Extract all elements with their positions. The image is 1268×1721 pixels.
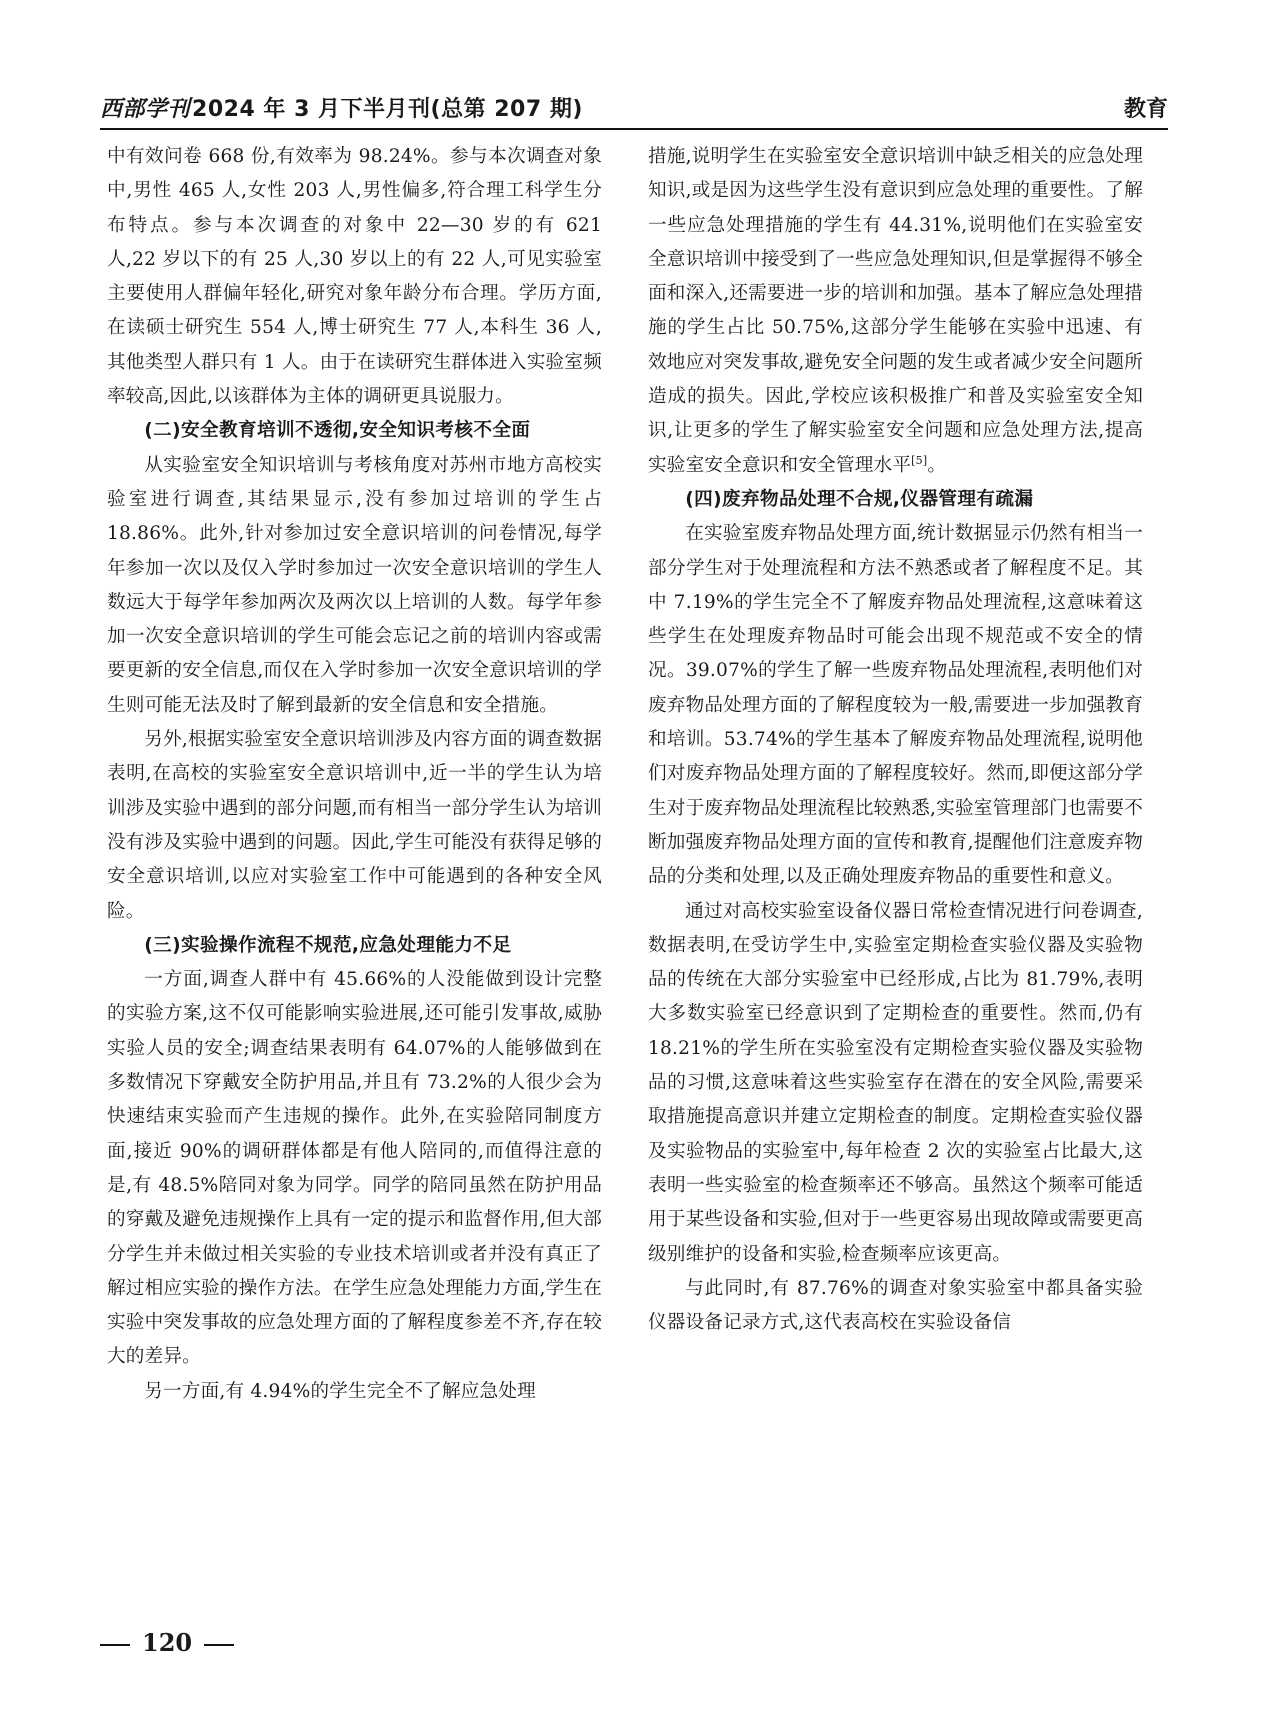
running-header [100, 88, 1168, 122]
section-label: 教育 [1123, 97, 1168, 122]
paragraph: 从实验室安全知识培训与考核角度对苏州市地方高校实验室进行调查,其结果显示,没有参加过培训的学生占 18.86%。此外,针对参加过安全意识培训的问卷情况,每学年参加一次以及仅入学时参加过一次安全意识培训的学生人数远大于每学年参加两次及两次以上培训的人数。每学年参加一次安全意识培训的学生可能会忘记之前的培训内容或需要更新的安全信息,而仅在入学时参加一次安全意识培训的学生则可能无法及时了解到最新的安全信息和安全措施。 [107, 454, 602, 716]
page-footer [100, 1628, 246, 1664]
page-number: 120 [142, 1628, 193, 1657]
section-heading: (四)废弃物品处理不合规,仪器管理有疏漏 [685, 488, 1034, 510]
footer-dash-left [100, 1644, 130, 1646]
section-heading: (二)安全教育培训不透彻,安全知识考核不全面 [144, 420, 531, 442]
journal-logo: 西部学刊 [100, 96, 191, 122]
footer-dash-right [204, 1644, 234, 1646]
paragraph: 与此同时,有 87.76%的调查对象实验室中都具备实验仪器设备记录方式,这代表高校在实验设备信 [648, 1277, 1143, 1334]
paragraph [648, 140, 1143, 483]
header-divider [100, 128, 1168, 130]
paragraph: 另外,根据实验室安全意识培训涉及内容方面的调查数据表明,在高校的实验室安全意识培训中,近一半的学生认为培训涉及实验中遇到的部分问题,而有相当一部分学生认为培训没有涉及实验中遇到的问题。因此,学生可能没有获得足够的安全意识培训,以应对实验室工作中可能遇到的各种安全风险。 [107, 729, 602, 922]
left-column [107, 140, 602, 1409]
right-column [648, 140, 1143, 1340]
header-issue-info [100, 92, 583, 123]
paragraph: 另一方面,有 4.94%的学生完全不了解应急处理 [144, 1380, 536, 1402]
paragraph-end: 。 [927, 454, 947, 476]
issue-label: 2024 年 3 月下半月刊(总第 207 期) [192, 97, 583, 122]
paragraph-text: 措施,说明学生在实验室安全意识培训中缺乏相关的应急处理知识,或是因为这些学生没有意识到应急处理的重要性。了解一些应急处理措施的学生有 44.31%,说明他们在实验室安全意识培训中接受到了一些应急处理知识,但是掌握得不够全面和深入,还需要进一步的培训和加强。基本了解应急处理措施的学生占比 50.75%,这部分学生能够在实验中迅速、有效地应对突发事故,避免安全问题的发生或者减少安全问题所造成的损失。因此,学校应该积极推广和普及实验室安全知识,让更多的学生了解实验室安全问题和应急处理方法,提高实验室安全意识和安全管理水平 [648, 146, 1143, 476]
paragraph: 中有效问卷 668 份,有效率为 98.24%。参与本次调查对象中,男性 465 人,女性 203 人,男性偏多,符合理工科学生分布特点。参与本次调查的对象中 22—30 岁的有 621 人,22 岁以下的有 25 人,30 岁以上的有 22 人,可见实验室主要使用人群偏年轻化,研究对象年龄分布合理。学历方面,在读硕士研究生 554 人,博士研究生 77 人,本科生 36 人,其他类型人群只有 1 人。由于在读研究生群体进入实验室频率较高,因此,以该群体为主体的调研更具说服力。 [107, 146, 602, 408]
paragraph: 在实验室废弃物品处理方面,统计数据显示仍然有相当一部分学生对于处理流程和方法不熟悉或者了解程度不足。其中 7.19%的学生完全不了解废弃物品处理流程,这意味着这些学生在处理废弃物品时可能会出现不规范或不安全的情况。39.07%的学生了解一些废弃物品处理流程,表明他们对废弃物品处理方面的了解程度较为一般,需要进一步加强教育和培训。53.74%的学生基本了解废弃物品处理流程,说明他们对废弃物品处理方面的了解程度较好。然而,即便这部分学生对于废弃物品处理流程比较熟悉,实验室管理部门也需要不断加强废弃物品处理方面的宣传和教育,提醒他们注意废弃物品的分类和处理,以及正确处理废弃物品的重要性和意义。 [648, 523, 1143, 888]
citation-ref: [5] [911, 453, 928, 467]
paragraph: 通过对高校实验室设备仪器日常检查情况进行问卷调查,数据表明,在受访学生中,实验室定期检查实验仪器及实验物品的传统在大部分实验室中已经形成,占比为 81.79%,表明大多数实验室已经意识到了定期检查的重要性。然而,仍有 18.21%的学生所在实验室没有定期检查实验仪器及实验物品的习惯,这意味着这些实验室存在潜在的安全风险,需要采取措施提高意识并建立定期检查的制度。定期检查实验仪器及实验物品的实验室中,每年检查 2 次的实验室占比最大,这表明一些实验室的检查频率还不够高。虽然这个频率可能适用于某些设备和实验,但对于一些更容易出现故障或需要更高级别维护的设备和实验,检查频率应该更高。 [648, 900, 1143, 1265]
section-heading: (三)实验操作流程不规范,应急处理能力不足 [144, 934, 512, 956]
paragraph: 一方面,调查人群中有 45.66%的人没能做到设计完整的实验方案,这不仅可能影响实验进展,还可能引发事故,威胁实验人员的安全;调查结果表明有 64.07%的人能够做到在多数情况下穿戴安全防护用品,并且有 73.2%的人很少会为快速结束实验而产生违规的操作。此外,在实验陪同制度方面,接近 90%的调研群体都是有他人陪同的,而值得注意的是,有 48.5%陪同对象为同学。同学的陪同虽然在防护用品的穿戴及避免违规操作上具有一定的提示和监督作用,但大部分学生并未做过相关实验的专业技术培训或者并没有真正了解过相应实验的操作方法。在学生应急处理能力方面,学生在实验中突发事故的应急处理方面的了解程度参差不齐,存在较大的差异。 [107, 969, 602, 1368]
